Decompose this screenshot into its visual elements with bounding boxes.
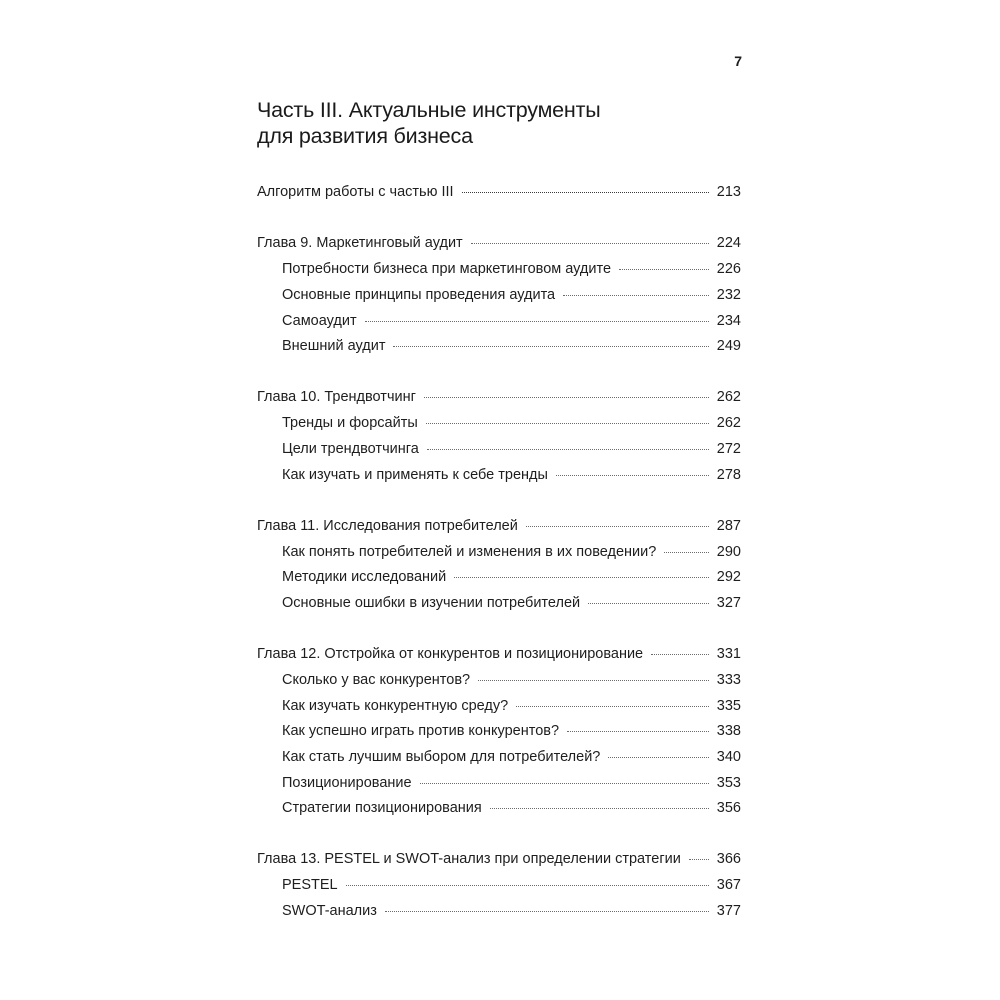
toc-chapter-page: 366 xyxy=(716,851,741,867)
toc-section-label: PESTEL xyxy=(282,877,338,893)
toc-section xyxy=(282,695,741,715)
toc-chapter-label: Глава 10. Трендвотчинг xyxy=(257,389,416,405)
toc-section xyxy=(282,797,741,817)
toc-chapter-page: 331 xyxy=(716,646,741,662)
toc-section-page: 367 xyxy=(716,877,741,893)
dot-leader xyxy=(556,461,709,476)
dot-leader xyxy=(427,435,709,450)
toc-entry-page: 213 xyxy=(716,184,741,200)
toc-section-label: Как успешно играть против конкурентов? xyxy=(282,723,560,739)
toc-section xyxy=(282,335,741,355)
toc-section-page: 234 xyxy=(716,313,741,329)
toc-section-label: Потребности бизнеса при маркетинговом аудите xyxy=(282,261,612,277)
toc-section-page: 290 xyxy=(716,544,741,560)
dot-leader xyxy=(516,692,709,707)
dot-leader xyxy=(454,563,709,578)
part-title-line: Часть III. Актуальные инструменты xyxy=(257,98,601,122)
toc-chapter xyxy=(257,515,741,535)
toc-section-label: Основные принципы проведения аудита xyxy=(282,287,556,303)
toc-section-page: 353 xyxy=(716,775,741,791)
toc-chapter-label: Глава 11. Исследования потребителей xyxy=(257,518,518,534)
toc-section-page: 232 xyxy=(716,287,741,303)
toc-section-page: 377 xyxy=(716,903,741,919)
toc-section xyxy=(282,900,741,920)
toc-section-label: Внешний аудит xyxy=(282,338,386,354)
toc-section-label: Цели трендвотчинга xyxy=(282,441,419,457)
dot-leader xyxy=(563,281,709,296)
dot-leader xyxy=(365,307,709,322)
dot-leader xyxy=(462,178,709,193)
dot-leader xyxy=(651,640,709,655)
toc-chapter-label: Глава 13. PESTEL и SWOT-анализ при определении стратегии xyxy=(257,851,681,867)
toc-section-label: Методики исследований xyxy=(282,569,447,585)
toc-section-label: SWOT-анализ xyxy=(282,903,377,919)
toc-chapter-label: Глава 9. Маркетинговый аудит xyxy=(257,235,463,251)
toc-section-page: 333 xyxy=(716,672,741,688)
toc-section xyxy=(282,310,741,330)
toc-section xyxy=(282,669,741,689)
toc-section-page: 340 xyxy=(716,749,741,765)
dot-leader xyxy=(420,769,709,784)
dot-leader xyxy=(385,897,709,912)
dot-leader xyxy=(664,538,709,553)
part-title-line: для развития бизнеса xyxy=(257,124,473,148)
dot-leader xyxy=(608,743,708,758)
toc-section-label: Как понять потребителей и изменения в их поведении? xyxy=(282,544,657,560)
dot-leader xyxy=(619,255,709,270)
toc-section xyxy=(282,464,741,484)
dot-leader xyxy=(689,845,709,860)
toc-section-page: 335 xyxy=(716,698,741,714)
dot-leader xyxy=(393,332,708,347)
dot-leader xyxy=(490,794,709,809)
toc-section xyxy=(282,772,741,792)
part-title xyxy=(257,97,741,149)
toc-section-page: 272 xyxy=(716,441,741,457)
toc-section xyxy=(282,566,741,586)
toc-chapter xyxy=(257,386,741,406)
toc-section xyxy=(282,592,741,612)
toc-section-label: Как изучать и применять к себе тренды xyxy=(282,467,548,483)
toc-section-page: 327 xyxy=(716,595,741,611)
toc-section xyxy=(282,258,741,278)
toc-section xyxy=(282,541,741,561)
toc-section-page: 356 xyxy=(716,800,741,816)
toc-chapter xyxy=(257,232,741,252)
dot-leader xyxy=(471,229,709,244)
dot-leader xyxy=(588,589,709,604)
toc-chapter xyxy=(257,848,741,868)
dot-leader xyxy=(426,409,709,424)
page-number: 7 xyxy=(734,53,742,69)
toc-section xyxy=(282,412,741,432)
toc-chapter-page: 262 xyxy=(716,389,741,405)
toc-section xyxy=(282,720,741,740)
toc-section-page: 278 xyxy=(716,467,741,483)
dot-leader xyxy=(424,383,709,398)
toc-section-page: 262 xyxy=(716,415,741,431)
dot-leader xyxy=(346,871,709,886)
toc-section xyxy=(282,438,741,458)
toc-section-label: Тренды и форсайты xyxy=(282,415,418,431)
dot-leader xyxy=(526,512,709,527)
toc-chapter xyxy=(257,643,741,663)
toc-section-label: Позиционирование xyxy=(282,775,412,791)
toc-section-label: Основные ошибки в изучении потребителей xyxy=(282,595,581,611)
toc-section-page: 226 xyxy=(716,261,741,277)
toc-chapter-page: 287 xyxy=(716,518,741,534)
toc-section xyxy=(282,874,741,894)
toc-entry-label: Алгоритм работы с частью III xyxy=(257,184,454,200)
dot-leader xyxy=(567,717,709,732)
toc-chapter-label: Глава 12. Отстройка от конкурентов и позиционирование xyxy=(257,646,644,662)
toc-chapter-page: 224 xyxy=(716,235,741,251)
toc-section-label: Как изучать конкурентную среду? xyxy=(282,698,509,714)
toc-section-label: Стратегии позиционирования xyxy=(282,800,482,816)
toc-section-page: 249 xyxy=(716,338,741,354)
toc-section-page: 292 xyxy=(716,569,741,585)
toc-section xyxy=(282,746,741,766)
toc-entry-intro xyxy=(257,181,741,201)
dot-leader xyxy=(478,666,709,681)
toc-section-label: Сколько у вас конкурентов? xyxy=(282,672,471,688)
toc-section-label: Самоаудит xyxy=(282,313,357,329)
toc-section xyxy=(282,284,741,304)
toc-section-label: Как стать лучшим выбором для потребителей? xyxy=(282,749,601,765)
toc-section-page: 338 xyxy=(716,723,741,739)
